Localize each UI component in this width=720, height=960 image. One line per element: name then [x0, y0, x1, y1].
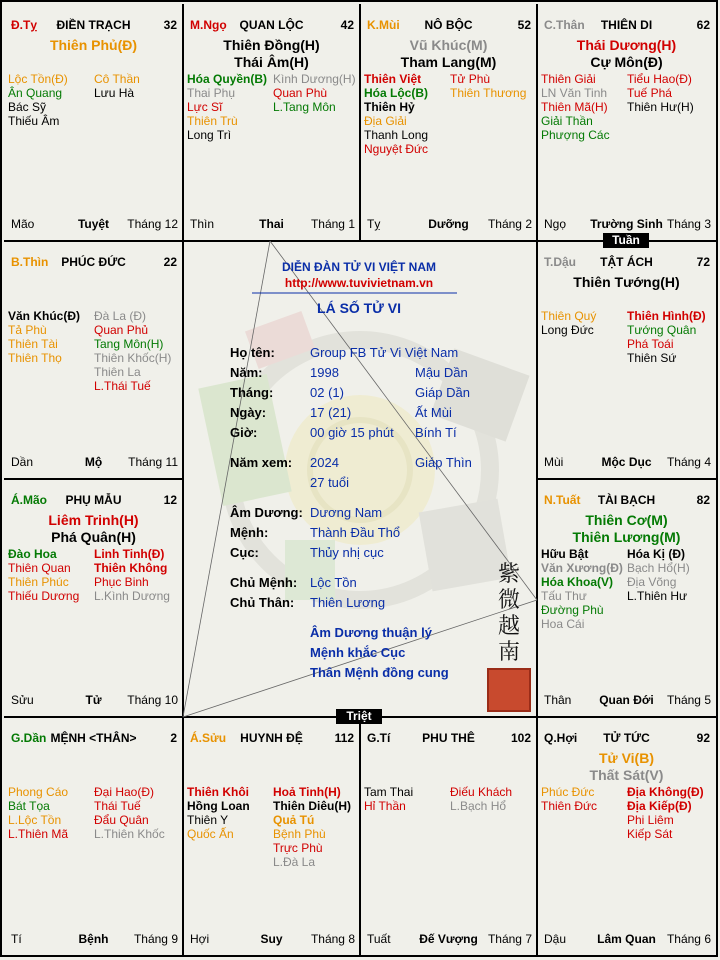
minor-star: Quan Phù	[273, 86, 328, 100]
minor-star: Đẩu Quân	[94, 813, 149, 827]
palace-branch: B.Thìn	[11, 255, 49, 269]
info-label: Ngày:	[230, 405, 267, 420]
minor-star: Tướng Quân	[627, 323, 697, 337]
minor-star: Thiên Giải	[541, 72, 596, 86]
minor-star: Phượng Các	[541, 128, 610, 142]
minor-star: Văn Khúc(Đ)	[8, 309, 80, 323]
chart-note: Âm Dương thuận lý	[310, 625, 432, 640]
minor-star: Long Đức	[541, 323, 594, 337]
palace-name: THIÊN DI	[600, 18, 653, 32]
right-star-column	[273, 72, 356, 114]
main-star: Liêm Trinh(H)	[48, 512, 139, 528]
palace-number: 12	[163, 493, 177, 507]
minor-star: Hoa Cái	[541, 617, 585, 631]
right-star-column	[273, 785, 351, 869]
minor-star: Lưu Hà	[94, 86, 135, 100]
left-star-column	[364, 785, 413, 813]
palace-position: Sửu	[11, 693, 34, 707]
minor-star: Quả Tú	[273, 813, 315, 827]
main-star: Thiên Phủ(Đ)	[49, 37, 138, 53]
palace-month: Tháng 9	[133, 932, 178, 946]
palace-branch: K.Mùi	[367, 18, 400, 32]
palace-month: Tháng 1	[310, 217, 355, 231]
minor-star: L.Thái Tuế	[94, 379, 151, 393]
palace-branch: Á.Mão	[11, 493, 47, 507]
info-value: 00 giờ 15 phút	[310, 425, 394, 440]
life-stage: Tử	[85, 693, 102, 707]
minor-star: Thiên Thọ	[8, 351, 62, 365]
minor-star: Hồng Loan	[187, 799, 250, 813]
life-stage: Lâm Quan	[597, 932, 656, 946]
minor-star: Đường Phù	[541, 603, 604, 617]
minor-star: Hoả Tinh(H)	[273, 785, 341, 799]
palace-number: 92	[696, 731, 710, 745]
palace-hoi[interactable]	[537, 717, 716, 956]
palace-number: 102	[510, 731, 531, 745]
palace-branch: Đ.Tỵ	[11, 18, 38, 32]
minor-star: Thiên Mã(H)	[541, 100, 608, 114]
minor-star: Quan Phủ	[94, 323, 149, 337]
minor-star: Lộc Tồn(Đ)	[8, 72, 68, 86]
main-stars	[4, 512, 183, 546]
main-star: Thiên Cơ(M)	[585, 512, 668, 528]
left-star-column	[187, 72, 267, 142]
minor-star: Thiếu Âm	[8, 114, 60, 128]
palace-position: Ngọ	[544, 217, 567, 231]
palace-suu[interactable]	[183, 717, 360, 956]
minor-star: Thiên Thương	[450, 86, 527, 100]
forum-url[interactable]: http://www.tuvivietnam.vn	[284, 276, 434, 290]
minor-star: Bát Tọa	[8, 799, 50, 813]
palace-month: Tháng 6	[666, 932, 711, 946]
palace-dau[interactable]	[537, 241, 716, 479]
minor-star: Giải Thần	[541, 114, 593, 128]
life-stage: Tuyệt	[77, 217, 110, 231]
right-star-column	[94, 309, 171, 393]
main-star: Cự Môn(Đ)	[590, 54, 663, 70]
minor-star: Tuế Phá	[627, 86, 672, 100]
minor-star: Hóa Lộc(B)	[364, 86, 428, 100]
info-value: Thiên Lương	[310, 595, 386, 610]
minor-star: L.Lộc Tồn	[8, 813, 62, 827]
minor-star: Tả Phù	[8, 323, 47, 337]
main-stars	[183, 37, 360, 71]
palace-number: 2	[170, 731, 177, 745]
life-stage: Mộc Dục	[601, 455, 652, 469]
minor-star: L.Thiên Hư	[627, 589, 688, 603]
palace-mao[interactable]	[4, 479, 183, 717]
info-label: Họ tên:	[230, 345, 275, 360]
minor-star: Phục Binh	[94, 575, 149, 589]
minor-star: Đào Hoa	[8, 547, 57, 561]
minor-star: Thiên Đức	[541, 799, 598, 813]
minor-star: Hóa Quyền(B)	[187, 72, 268, 86]
minor-star: Thiên Quan	[8, 561, 71, 575]
left-star-column	[8, 309, 80, 365]
minor-star: Văn Xương(Đ)	[541, 561, 623, 575]
minor-star: Địa Giải	[364, 114, 407, 128]
palace-branch: Q.Hợi	[544, 731, 578, 745]
palace-position: Tí	[11, 932, 22, 946]
palace-branch: G.Dần	[11, 731, 47, 745]
minor-star: Long Trì	[187, 128, 232, 142]
minor-star: Thiên La	[94, 365, 141, 379]
info-label: Năm xem:	[230, 455, 293, 470]
life-stage: Trường Sinh	[590, 217, 663, 231]
left-star-column	[364, 72, 428, 156]
palace-position: Dậu	[544, 932, 567, 946]
main-stars	[537, 512, 716, 546]
minor-star: Kiếp Sát	[627, 827, 673, 841]
minor-star: LN Văn Tinh	[541, 86, 608, 100]
minor-star: Thiên Tài	[8, 337, 58, 351]
minor-star: Thiên Diêu(H)	[273, 799, 351, 813]
palace-position: Hợi	[190, 932, 210, 946]
minor-star: Linh Tinh(Đ)	[94, 547, 165, 561]
minor-star: Tang Môn(H)	[94, 337, 164, 351]
minor-star: Cô Thần	[94, 72, 140, 86]
info-label: Âm Dương:	[230, 505, 303, 520]
minor-star: Quốc Ấn	[187, 827, 234, 841]
palace-number: 42	[340, 18, 354, 32]
minor-star: Thiên Sứ	[627, 351, 677, 365]
palace-month: Tháng 5	[666, 693, 711, 707]
palace-month: Tháng 7	[487, 932, 532, 946]
palace-ti[interactable]	[360, 717, 537, 956]
right-star-column	[627, 785, 704, 841]
minor-star: Bệnh Phù	[273, 827, 326, 841]
main-stars	[537, 274, 716, 291]
info-canchi: Mậu Dần	[415, 365, 468, 380]
forum-title: DIỄN ĐÀN TỬ VI VIỆT NAM	[282, 260, 436, 274]
palace-name: TỬ TỨC	[603, 731, 650, 745]
minor-star: Hữu Bật	[541, 547, 589, 561]
palace-name: QUAN LỘC	[239, 18, 304, 32]
info-label: Chủ Thân:	[230, 595, 295, 610]
left-star-column	[187, 785, 250, 841]
palace-branch: T.Dậu	[544, 255, 577, 269]
main-star: Thiên Tướng(H)	[573, 274, 680, 290]
info-label: Cục:	[230, 545, 259, 560]
seal-calligraphy: 紫微越南	[497, 562, 520, 665]
minor-star: Hóa Khoa(V)	[541, 575, 613, 589]
minor-star: L.Thiên Mã	[8, 827, 69, 841]
life-stage: Bệnh	[78, 932, 109, 946]
palace-month: Tháng 11	[128, 455, 178, 469]
minor-star: Thiên Việt	[364, 72, 422, 86]
main-star: Vũ Khúc(M)	[409, 37, 488, 53]
minor-star: Hóa Kị (Đ)	[627, 547, 685, 561]
palace-position: Thìn	[190, 217, 215, 231]
info-value: 27 tuổi	[310, 475, 350, 490]
minor-star: Phong Cáo	[8, 785, 69, 799]
right-star-column	[94, 72, 140, 100]
minor-star: Thiên Quý	[541, 309, 597, 323]
right-star-column	[627, 547, 690, 603]
main-star: Tử Vi(B)	[599, 750, 654, 766]
palace-number: 72	[696, 255, 710, 269]
life-stage: Đế Vượng	[419, 932, 478, 946]
info-canchi: Bính Tí	[415, 425, 457, 440]
minor-star: Địa Kiếp(Đ)	[627, 799, 692, 813]
left-star-column	[8, 72, 68, 128]
info-value: 02 (1)	[310, 385, 344, 400]
left-star-column	[8, 785, 68, 841]
minor-star: Thiên Khốc(H)	[94, 351, 172, 365]
minor-star: Thiên Khôi	[187, 785, 249, 799]
chart-note: Thân Mệnh đồng cung	[310, 665, 449, 680]
palace-month: Tháng 10	[127, 693, 178, 707]
life-stage: Mộ	[84, 455, 103, 469]
palace-position: Dần	[11, 455, 34, 469]
main-star: Thái Âm(H)	[234, 54, 309, 70]
palace-month: Tháng 8	[310, 932, 355, 946]
palace-name: HUYNH ĐỆ	[240, 731, 303, 745]
right-star-column	[94, 547, 170, 603]
minor-star: Thiên Hư(H)	[627, 100, 694, 114]
palace-name: PHÚC ĐỨC	[61, 255, 126, 269]
minor-star: Kình Dương(H)	[273, 72, 356, 86]
palace-name: MỆNH <THÂN>	[50, 731, 137, 745]
palace-tuat[interactable]	[537, 479, 716, 717]
minor-star: Ân Quang	[8, 86, 63, 100]
palace-month: Tháng 3	[666, 217, 711, 231]
minor-star: L.Thiên Khốc	[94, 827, 165, 841]
info-canchi: Giáp Dần	[415, 385, 470, 400]
info-label: Mệnh:	[230, 525, 269, 540]
minor-star: Địa Võng	[627, 575, 677, 589]
minor-star: Bác Sỹ	[8, 100, 47, 114]
left-star-column	[8, 547, 79, 603]
left-star-column	[541, 72, 610, 142]
palace-number: 112	[334, 731, 354, 745]
minor-star: Tiểu Hao(Đ)	[627, 72, 692, 86]
info-value: 1998	[310, 365, 339, 380]
minor-star: Điếu Khách	[450, 785, 513, 799]
life-stage: Quan Đới	[599, 693, 654, 707]
minor-star: Phá Toái	[627, 337, 674, 351]
minor-star: Tam Thai	[364, 785, 414, 799]
main-star: Tham Lang(M)	[400, 54, 497, 70]
minor-star: Thiên Không	[94, 561, 168, 575]
minor-star: L.Tang Môn	[273, 100, 336, 114]
right-star-column	[627, 309, 706, 365]
palace-position: Tỵ	[367, 217, 381, 231]
right-star-column	[450, 785, 512, 813]
palace-number: 82	[696, 493, 710, 507]
main-star: Thái Dương(H)	[576, 37, 677, 53]
palace-ty[interactable]	[4, 4, 183, 241]
minor-star: Thanh Long	[364, 128, 429, 142]
palace-name: PHỤ MẪU	[65, 493, 122, 507]
palace-branch: G.Tí	[367, 731, 391, 745]
life-stage: Thai	[259, 217, 284, 231]
info-value: 17 (21)	[310, 405, 352, 420]
palace-name: ĐIỀN TRẠCH	[56, 18, 131, 32]
main-star: Phá Quân(H)	[51, 529, 136, 545]
palace-number: 62	[696, 18, 710, 32]
info-canchi: Ất Mùi	[415, 405, 452, 420]
minor-star: Thiên Hỷ	[364, 100, 415, 114]
triet-tag: Triệt	[336, 709, 382, 724]
minor-star: Nguyệt Đức	[364, 142, 429, 156]
palace-month: Tháng 4	[666, 455, 711, 469]
minor-star: Bạch Hổ(H)	[627, 561, 690, 575]
palace-branch: Á.Sửu	[190, 731, 227, 745]
main-stars	[537, 37, 716, 71]
right-star-column	[450, 72, 526, 100]
info-value: Thủy nhị cục	[310, 545, 384, 560]
minor-star: Thiên Y	[187, 813, 229, 827]
palace-number: 22	[163, 255, 177, 269]
palace-dan[interactable]	[4, 717, 183, 956]
minor-star: L.Kình Dương	[94, 589, 170, 603]
palace-branch: N.Tuất	[544, 493, 581, 507]
minor-star: L.Đà La	[273, 855, 316, 869]
palace-name: TẬT ÁCH	[600, 255, 653, 269]
minor-star: Đại Hao(Đ)	[94, 785, 155, 799]
info-value: Dương Nam	[310, 505, 383, 520]
main-star: Thiên Đồng(H)	[223, 37, 320, 53]
chart-title: LÁ SỐ TỬ VI	[317, 300, 401, 316]
minor-star: Thái Tuế	[94, 799, 141, 813]
palace-position: Thân	[544, 693, 572, 707]
life-stage: Dưỡng	[428, 217, 469, 231]
tuan-tag: Tuần	[603, 233, 649, 248]
minor-star: Hỉ Thần	[364, 799, 406, 813]
minor-star: Đà La (Đ)	[94, 309, 147, 323]
info-label: Năm:	[230, 365, 263, 380]
left-star-column	[541, 547, 623, 631]
left-star-column	[541, 309, 596, 337]
palace-number: 32	[163, 18, 177, 32]
palace-ngo[interactable]	[183, 4, 360, 241]
minor-star: Phúc Đức	[541, 785, 595, 799]
info-value: 2024	[310, 455, 339, 470]
minor-star: Thiếu Dương	[8, 589, 80, 603]
palace-thin[interactable]	[4, 241, 183, 479]
palace-month: Tháng 12	[127, 217, 178, 231]
main-stars	[4, 37, 183, 54]
palace-branch: M.Ngọ	[190, 18, 227, 32]
minor-star: Địa Không(Đ)	[627, 785, 704, 799]
info-canchi: Giáp Thìn	[415, 455, 472, 470]
right-star-column	[627, 72, 694, 114]
info-label: Chủ Mệnh:	[230, 575, 298, 590]
palace-position: Mão	[11, 217, 35, 231]
minor-star: L.Bạch Hổ	[450, 799, 507, 813]
palace-name: TÀI BẠCH	[597, 493, 656, 507]
left-star-column	[541, 785, 597, 813]
palace-branch: C.Thân	[544, 18, 585, 32]
palace-month: Tháng 2	[487, 217, 532, 231]
minor-star: Tử Phù	[450, 72, 491, 86]
main-star: Thiên Lương(M)	[572, 529, 681, 545]
info-label: Tháng:	[230, 385, 274, 400]
minor-star: Thai Phụ	[187, 86, 236, 100]
main-stars	[537, 750, 716, 784]
info-value: Thành Đầu Thổ	[310, 525, 401, 540]
info-value: Group FB Tử Vi Việt Nam	[310, 345, 459, 360]
palace-number: 52	[517, 18, 531, 32]
palace-name: NÔ BỘC	[424, 18, 473, 32]
main-stars	[360, 37, 537, 71]
red-seal-stamp	[487, 668, 531, 712]
palace-position: Tuất	[367, 932, 391, 946]
palace-than[interactable]	[537, 4, 716, 241]
info-value: Lộc Tồn	[310, 575, 357, 590]
minor-star: Thiên Phúc	[8, 575, 69, 589]
minor-star: Thiên Trù	[187, 114, 238, 128]
life-stage: Suy	[260, 932, 283, 946]
palace-name: PHU THÊ	[422, 731, 475, 745]
palace-position: Mùi	[544, 455, 564, 469]
minor-star: Thiên Hình(Đ)	[627, 309, 706, 323]
palace-mui[interactable]	[360, 4, 537, 241]
chart-note: Mệnh khắc Cục	[310, 645, 406, 660]
main-star: Thất Sát(V)	[589, 767, 664, 783]
minor-star: Lực Sĩ	[187, 100, 223, 114]
minor-star: Phi Liêm	[627, 813, 674, 827]
right-star-column	[94, 785, 165, 841]
info-label: Giờ:	[230, 425, 258, 440]
minor-star: Tấu Thư	[541, 589, 587, 603]
minor-star: Trực Phù	[273, 841, 323, 855]
